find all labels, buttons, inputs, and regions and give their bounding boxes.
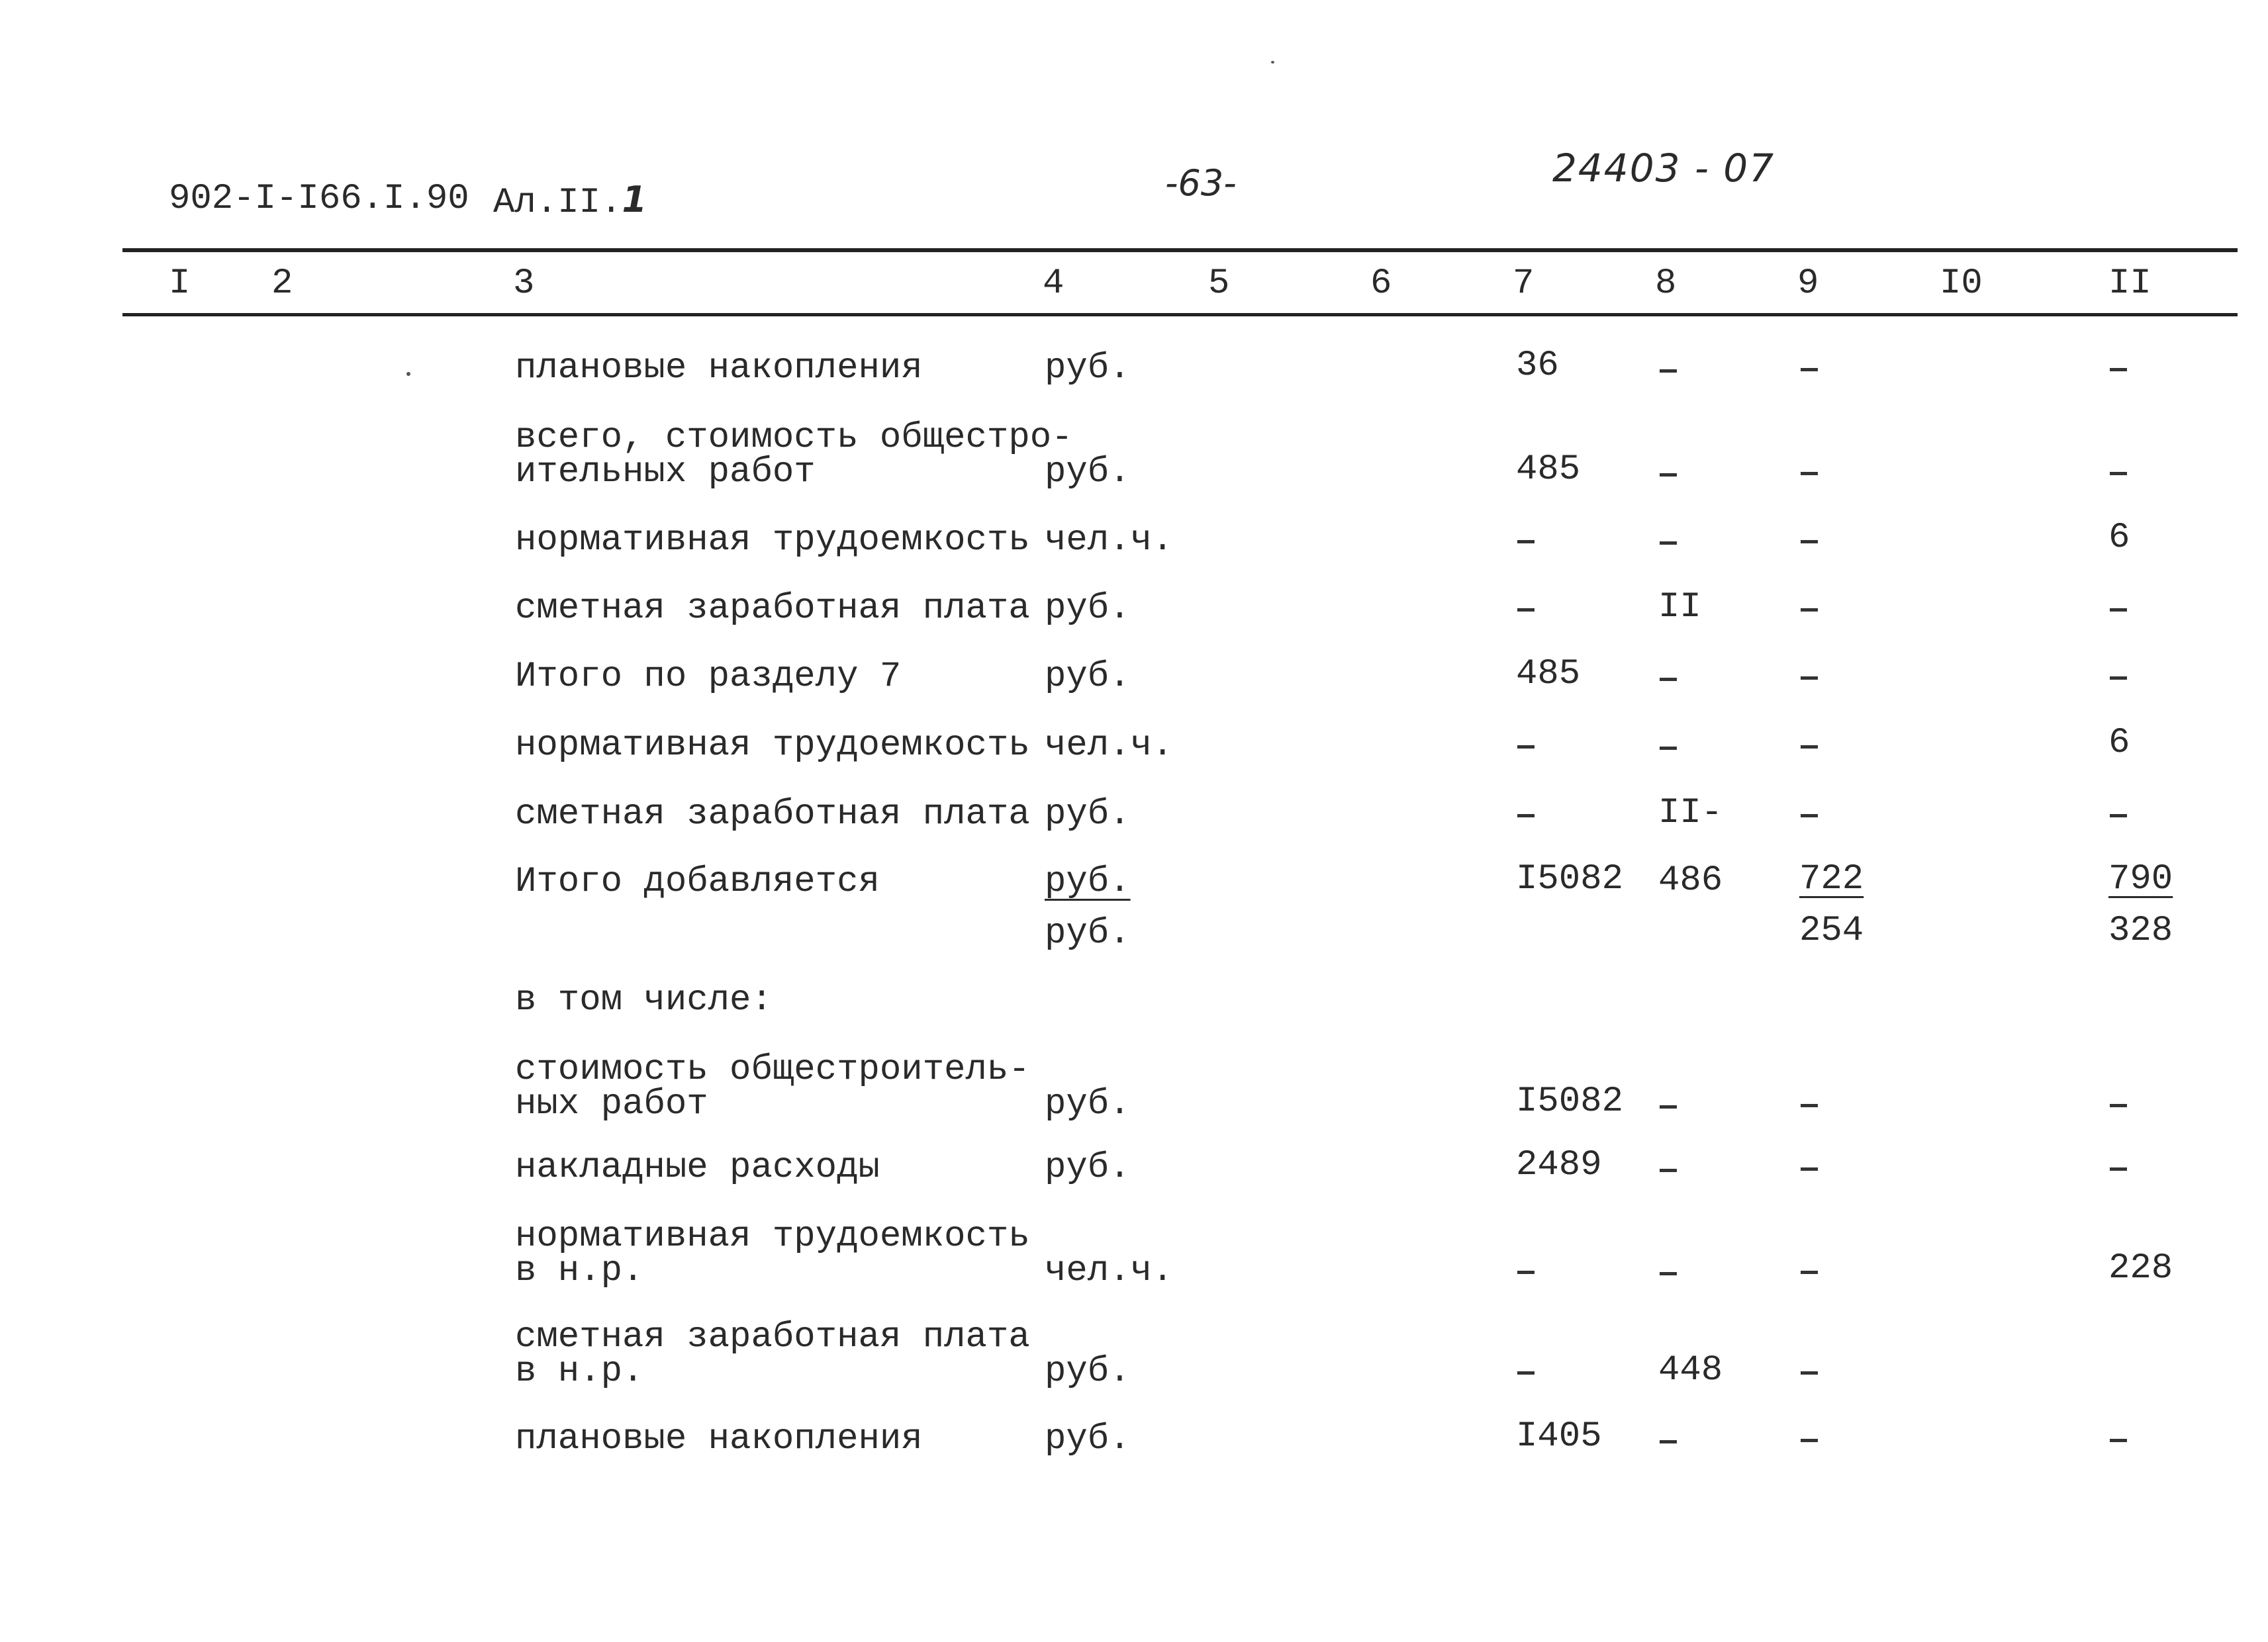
row-description: сметная заработная плата bbox=[515, 1317, 1030, 1357]
cell-col11-dash bbox=[2110, 676, 2127, 680]
scan-speck bbox=[406, 372, 410, 376]
table-top-rule bbox=[122, 248, 2238, 252]
cell-col8-dash bbox=[1660, 1440, 1677, 1443]
column-header: I0 bbox=[1940, 263, 1983, 304]
cell-col9: 722 bbox=[1799, 859, 1864, 899]
scan-speck bbox=[1271, 61, 1274, 64]
row-description: накладные расходы bbox=[515, 1148, 880, 1188]
cell-col11-dash bbox=[2110, 608, 2127, 612]
page-number: -63- bbox=[1165, 162, 1237, 204]
row-unit: руб. bbox=[1045, 862, 1131, 902]
row-description: ных работ bbox=[515, 1084, 708, 1124]
row-unit: руб. bbox=[1045, 1084, 1131, 1124]
cell-col8: II bbox=[1658, 587, 1701, 627]
cell-col7: I405 bbox=[1516, 1416, 1602, 1457]
cell-col9-dash bbox=[1801, 1271, 1818, 1274]
cell-col9-dash bbox=[1801, 540, 1818, 543]
cell-col9-dash bbox=[1801, 676, 1818, 680]
row-unit: чел.ч. bbox=[1045, 725, 1174, 766]
cell-col8: II- bbox=[1658, 793, 1723, 833]
cell-col8-dash bbox=[1660, 1105, 1677, 1109]
row-unit: чел.ч. bbox=[1045, 520, 1174, 561]
cell-col9-dash bbox=[1801, 814, 1818, 817]
cell-col8-dash bbox=[1660, 369, 1677, 373]
row-description: ительных работ bbox=[515, 452, 816, 492]
cell-col11-dash bbox=[2110, 814, 2127, 817]
cell-col7-dash bbox=[1517, 745, 1535, 749]
cell-col9-dash bbox=[1801, 1371, 1818, 1375]
cell-col8-dash bbox=[1660, 678, 1677, 681]
cell-col8-dash bbox=[1660, 541, 1677, 545]
column-header: 6 bbox=[1370, 263, 1392, 304]
row-description: плановые накопления bbox=[515, 1419, 923, 1459]
row-description: в том числе: bbox=[515, 980, 773, 1021]
column-header: II bbox=[2108, 263, 2151, 304]
column-header: I bbox=[169, 263, 191, 304]
cell-col9-dash bbox=[1801, 745, 1818, 749]
cell-col11-secondary: 328 bbox=[2108, 911, 2173, 951]
cell-col9-secondary: 254 bbox=[1799, 911, 1864, 951]
row-unit: руб. bbox=[1045, 657, 1131, 697]
cell-col8-dash bbox=[1660, 473, 1677, 477]
cell-col11-dash bbox=[2110, 1167, 2127, 1171]
row-description: Итого по разделу 7 bbox=[515, 657, 902, 697]
album-reference: Ал.II.1 bbox=[493, 179, 647, 223]
row-unit: руб. bbox=[1045, 348, 1131, 388]
cell-col8: 448 bbox=[1658, 1350, 1723, 1391]
column-header: 7 bbox=[1513, 263, 1535, 304]
column-header: 3 bbox=[513, 263, 535, 304]
cell-col11: 6 bbox=[2108, 518, 2130, 558]
row-description: в н.р. bbox=[515, 1351, 644, 1392]
cell-col7: 2489 bbox=[1516, 1145, 1602, 1185]
row-description: Итого добавляется bbox=[515, 862, 880, 902]
cell-col9-dash bbox=[1801, 472, 1818, 475]
row-description: в н.р. bbox=[515, 1251, 644, 1291]
cell-col8-dash bbox=[1660, 747, 1677, 750]
column-header: 2 bbox=[271, 263, 293, 304]
cell-col8-dash bbox=[1660, 1169, 1677, 1172]
row-description: нормативная трудоемкость bbox=[515, 1216, 1030, 1257]
row-description: нормативная трудоемкость bbox=[515, 725, 1030, 766]
table-header-rule bbox=[122, 313, 2238, 316]
stamp-number: 24403 - 07 bbox=[1552, 146, 1775, 191]
cell-col7: I5082 bbox=[1516, 1081, 1624, 1122]
document-code: 902-I-I66.I.90 bbox=[169, 179, 469, 219]
cell-col7-dash bbox=[1517, 814, 1535, 817]
cell-col9-dash bbox=[1801, 368, 1818, 371]
cell-col7: 485 bbox=[1516, 449, 1581, 490]
row-description: нормативная трудоемкость bbox=[515, 520, 1030, 561]
cell-col7: 36 bbox=[1516, 345, 1559, 386]
cell-col11: 228 bbox=[2108, 1248, 2173, 1289]
row-unit: чел.ч. bbox=[1045, 1251, 1174, 1291]
row-unit: руб. bbox=[1045, 794, 1131, 835]
cell-col7: I5082 bbox=[1516, 859, 1624, 899]
row-unit-secondary: руб. bbox=[1045, 913, 1131, 954]
row-description: сметная заработная плата bbox=[515, 794, 1030, 835]
cell-col7-dash bbox=[1517, 1271, 1535, 1274]
cell-col8: 486 bbox=[1658, 860, 1723, 901]
row-description: плановые накопления bbox=[515, 348, 923, 388]
column-header: 4 bbox=[1043, 263, 1064, 304]
cell-col8-dash bbox=[1660, 1272, 1677, 1275]
cell-col9-dash bbox=[1801, 1439, 1818, 1442]
cell-col7-dash bbox=[1517, 540, 1535, 543]
cell-col11-dash bbox=[2110, 1104, 2127, 1107]
row-unit: руб. bbox=[1045, 1419, 1131, 1459]
cell-col9-dash bbox=[1801, 1104, 1818, 1107]
column-header: 9 bbox=[1797, 263, 1819, 304]
cell-col11: 6 bbox=[2108, 723, 2130, 763]
cell-col11-dash bbox=[2110, 1439, 2127, 1442]
cell-col7: 485 bbox=[1516, 654, 1581, 694]
cell-col11: 790 bbox=[2108, 859, 2173, 899]
row-description: стоимость общестроитель- bbox=[515, 1050, 1030, 1090]
cell-col7-dash bbox=[1517, 1371, 1535, 1375]
row-unit: руб. bbox=[1045, 1351, 1131, 1392]
cell-col11-dash bbox=[2110, 368, 2127, 371]
row-unit: руб. bbox=[1045, 452, 1131, 492]
row-description: всего, стоимость общестро- bbox=[515, 418, 1073, 458]
cell-col9-dash bbox=[1801, 1167, 1818, 1171]
cell-col7-dash bbox=[1517, 608, 1535, 612]
row-unit: руб. bbox=[1045, 588, 1131, 629]
cell-col9-dash bbox=[1801, 608, 1818, 612]
row-description: сметная заработная плата bbox=[515, 588, 1030, 629]
row-unit: руб. bbox=[1045, 1148, 1131, 1188]
album-suffix-handwritten: 1 bbox=[622, 179, 647, 220]
cell-col11-dash bbox=[2110, 472, 2127, 475]
column-header: 8 bbox=[1655, 263, 1677, 304]
column-header: 5 bbox=[1208, 263, 1230, 304]
